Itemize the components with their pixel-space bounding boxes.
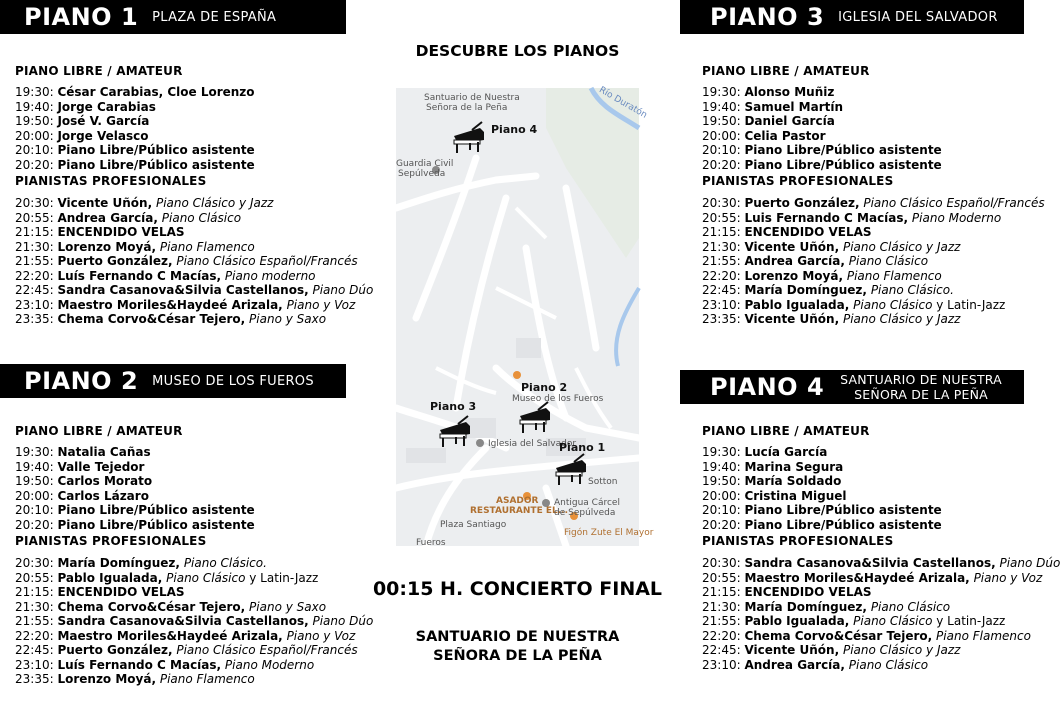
- map: [396, 85, 654, 548]
- music-style: Piano Flamenco: [846, 268, 942, 283]
- performer-name: María Soldado: [744, 474, 842, 488]
- piano-2-header: [0, 364, 346, 398]
- amateur-section-title: PIANO LIBRE / AMATEUR: [15, 424, 183, 438]
- slot-time: 23:10:: [702, 657, 741, 672]
- final-venue-line2: SEÑORA DE LA PEÑA: [433, 648, 602, 664]
- performer-name: César Carabias, Cloe Lorenzo: [57, 85, 255, 99]
- map-label-guardia-2: Sepúlveda: [398, 169, 446, 179]
- pro-section-title: PIANISTAS PROFESIONALES: [702, 174, 894, 188]
- schedule-row: [15, 445, 345, 460]
- performer-name: Sandra Casanova&Silvia Castellanos,: [744, 556, 996, 570]
- performer-name: ENCENDIDO VELAS: [744, 225, 872, 239]
- schedule-row: [702, 474, 1022, 489]
- slot-time: 20:00:: [15, 128, 54, 143]
- piano-venue-line1: SANTUARIO DE NUESTRA: [840, 372, 1002, 387]
- slot-time: 19:40:: [702, 99, 741, 114]
- slot-time: 23:10:: [702, 297, 741, 312]
- music-style: Piano Clásico: [848, 254, 929, 268]
- piano-4-icon: [452, 122, 486, 154]
- performer-name: ENCENDIDO VELAS: [57, 585, 185, 599]
- final-venue-line1: SANTUARIO DE NUESTRA: [415, 629, 620, 645]
- pro-section-title: PIANISTAS PROFESIONALES: [15, 174, 207, 188]
- performer-name: Luís Fernando C Macías,: [57, 268, 222, 283]
- slot-time: 21:30:: [702, 599, 741, 614]
- music-style: Piano y Voz: [286, 628, 356, 643]
- slot-time: 22:20:: [702, 628, 741, 643]
- music-style: Piano Clásico: [161, 210, 242, 225]
- music-style-tail: y Latin-Jazz: [936, 614, 1006, 628]
- performer-name: Lucía García: [744, 445, 828, 459]
- performer-name: Lorenzo Moyá,: [57, 239, 157, 254]
- performer-name: Cristina Miguel: [744, 488, 847, 503]
- performer-name: Valle Tejedor: [57, 459, 145, 474]
- pro-section-title: PIANISTAS PROFESIONALES: [702, 534, 894, 548]
- slot-time: 19:40:: [15, 99, 54, 114]
- performer-name: Celia Pastor: [744, 128, 826, 143]
- music-style: Piano Clásico Español/Francés: [863, 196, 1045, 210]
- schedule-row: [15, 643, 358, 658]
- piano-3-map-label: Piano 3: [430, 400, 477, 413]
- piano-number: PIANO 3: [710, 3, 825, 31]
- map-label-river: Río Duratón: [597, 85, 649, 121]
- schedule-row: [15, 143, 345, 158]
- piano-1-header: [0, 0, 346, 34]
- performer-name: Vicente Uñón,: [744, 643, 840, 657]
- piano-4-header: [680, 370, 1024, 404]
- schedule-row: [702, 658, 1022, 673]
- slot-time: 21:15:: [702, 585, 741, 599]
- schedule-row: [702, 211, 1022, 226]
- slot-time: 20:10:: [15, 143, 54, 157]
- music-style: Piano y Saxo: [249, 312, 327, 326]
- schedule-row: [702, 298, 1022, 313]
- slot-time: 22:20:: [15, 268, 54, 283]
- piano-1-schedule: [15, 64, 374, 327]
- slot-time: 22:20:: [15, 628, 54, 643]
- piano-3-schedule: [702, 64, 1045, 327]
- slot-time: 20:20:: [702, 517, 741, 532]
- slot-time: 20:30:: [15, 556, 54, 570]
- music-style: Piano Clásico y Jazz: [842, 239, 961, 254]
- piano-venue-line2: SEÑORA DE LA PEÑA: [854, 387, 988, 402]
- schedule-row: [702, 85, 1022, 100]
- piano-3-header: [680, 0, 1024, 34]
- performer-name: María Domínguez,: [744, 599, 867, 614]
- slot-time: 19:50:: [15, 474, 54, 488]
- performer-name: Sandra Casanova&Silvia Castellanos,: [57, 283, 309, 297]
- slot-time: 21:15:: [15, 225, 54, 239]
- schedule-row: [702, 643, 1022, 658]
- schedule-row: [702, 129, 1022, 144]
- slot-time: 19:30:: [15, 445, 54, 459]
- map-label-carcel: Antigua Cárcel: [554, 498, 620, 508]
- slot-time: 22:45:: [702, 643, 741, 657]
- slot-time: 21:55:: [15, 614, 54, 628]
- map-label-museo: Museo de los Fueros: [512, 394, 604, 404]
- slot-time: 21:15:: [15, 585, 54, 599]
- slot-time: 21:55:: [15, 254, 54, 268]
- slot-time: 22:45:: [15, 643, 54, 657]
- map-label-asador: ASADOR: [496, 496, 539, 506]
- performer-name: Marina Segura: [744, 459, 844, 474]
- schedule-row: [702, 614, 1022, 629]
- slot-time: 20:00:: [702, 128, 741, 143]
- performer-name: Vicente Uñón,: [744, 312, 840, 326]
- music-style: Piano Clásico.: [183, 556, 267, 570]
- slot-time: 20:20:: [15, 517, 54, 532]
- performer-name: Chema Corvo&César Tejero,: [57, 599, 246, 614]
- music-style: Piano Clásico y Jazz: [842, 312, 961, 326]
- schedule-row: [15, 312, 345, 327]
- map-label-santuario: Santuario de Nuestra: [424, 93, 520, 103]
- schedule-row: [702, 143, 1022, 158]
- performer-name: Piano Libre/Público asistente: [57, 157, 255, 172]
- slot-time: 19:50:: [702, 474, 741, 488]
- piano-venue: IGLESIA DEL SALVADOR: [838, 9, 998, 25]
- piano-2-schedule: [15, 424, 374, 687]
- schedule-row: [702, 283, 1022, 298]
- performer-name: ENCENDIDO VELAS: [57, 225, 185, 239]
- schedule-row: [702, 100, 1022, 115]
- performer-name: Puerto González,: [744, 196, 860, 210]
- music-style-tail: y Latin-Jazz: [936, 297, 1006, 312]
- schedule-row: [702, 240, 1022, 255]
- schedule-row: [702, 489, 1022, 504]
- schedule-row: [15, 585, 345, 600]
- slot-time: 21:30:: [15, 599, 54, 614]
- slot-time: 20:10:: [15, 503, 54, 517]
- slot-time: 20:30:: [702, 196, 741, 210]
- performer-name: María Domínguez,: [744, 283, 867, 297]
- schedule-row: [702, 196, 1045, 211]
- performer-name: ENCENDIDO VELAS: [744, 585, 872, 599]
- performer-name: Vicente Uñón,: [744, 239, 840, 254]
- slot-time: 19:30:: [702, 85, 741, 99]
- schedule-row: [15, 628, 356, 644]
- piano-number: PIANO 2: [24, 367, 139, 395]
- schedule-row: [15, 283, 374, 298]
- performer-name: Vicente Uñón,: [57, 196, 153, 210]
- schedule-row: [15, 556, 345, 571]
- music-style: Piano Clásico: [848, 657, 929, 672]
- performer-name: Piano Libre/Público asistente: [57, 517, 255, 532]
- piano-4-map-label: Piano 4: [491, 123, 538, 136]
- music-style: Piano Dúo: [312, 283, 374, 297]
- slot-time: 23:35:: [15, 312, 54, 326]
- amateur-section-title: PIANO LIBRE / AMATEUR: [702, 64, 870, 78]
- schedule-row: [15, 240, 345, 255]
- schedule-row: [702, 518, 1022, 533]
- slot-time: 20:55:: [702, 570, 741, 585]
- slot-time: 19:40:: [702, 459, 741, 474]
- performer-name: Piano Libre/Público asistente: [744, 143, 942, 157]
- final-concert: 00:15 H. CONCIERTO FINAL: [372, 578, 663, 600]
- performer-name: Chema Corvo&César Tejero,: [744, 628, 933, 643]
- map-label-asador-2: RESTAURANTE EL...: [470, 506, 568, 516]
- music-style: Piano moderno: [224, 268, 316, 283]
- performer-name: Piano Libre/Público asistente: [57, 143, 255, 157]
- piano-1-icon: [554, 454, 588, 486]
- performer-name: Piano Libre/Público asistente: [57, 503, 255, 517]
- map-label-figon: Figón Zute El Mayor: [564, 528, 654, 538]
- schedule-row: [15, 460, 345, 475]
- performer-name: Maestro Moriles&Haydeé Arizala,: [744, 570, 970, 585]
- schedule-row: [702, 254, 1022, 269]
- schedule-row: [15, 600, 345, 615]
- schedule-row: [15, 614, 374, 629]
- schedule-row: [15, 518, 345, 533]
- music-style: Piano Clásico y Jazz: [842, 643, 961, 657]
- final-venue: [396, 628, 639, 666]
- slot-time: 20:30:: [702, 556, 741, 570]
- schedule-row: [15, 269, 345, 284]
- map-label-santuario-2: Señora de la Peña: [426, 103, 508, 113]
- music-style-tail: y Latin-Jazz: [249, 570, 319, 585]
- schedule-row: [702, 114, 1022, 129]
- slot-time: 19:30:: [15, 85, 54, 99]
- slot-time: 20:55:: [702, 210, 741, 225]
- amateur-section-title: PIANO LIBRE / AMATEUR: [15, 64, 183, 78]
- slot-time: 23:35:: [15, 672, 54, 686]
- performer-name: Lorenzo Moyá,: [57, 672, 157, 686]
- performer-name: Piano Libre/Público asistente: [744, 517, 942, 532]
- schedule-row: [15, 196, 345, 211]
- piano-4-schedule: [702, 424, 1060, 672]
- schedule-row: [702, 600, 1022, 615]
- performer-name: Alonso Muñiz: [744, 85, 835, 99]
- schedule-row: [15, 672, 345, 687]
- music-style: Piano Clásico y Jazz: [155, 196, 274, 210]
- slot-time: 20:00:: [702, 488, 741, 503]
- performer-name: Luis Fernando C Macías,: [744, 210, 909, 225]
- iglesia-marker: [476, 439, 484, 447]
- performer-name: Carlos Lázaro: [57, 488, 149, 503]
- performer-name: Pablo Igualada,: [744, 614, 850, 628]
- slot-time: 19:50:: [702, 114, 741, 128]
- performer-name: Daniel García: [744, 114, 835, 128]
- schedule-row: [15, 129, 345, 144]
- piano-venue: MUSEO DE LOS FUEROS: [152, 373, 314, 389]
- schedule-row: [702, 269, 1022, 284]
- museo-marker: [513, 371, 521, 379]
- performer-name: Carlos Morato: [57, 474, 153, 488]
- performer-name: Andrea García,: [744, 254, 845, 268]
- map-label-carcel-2: de Sepúlveda: [554, 508, 616, 518]
- music-style: Piano y Voz: [286, 297, 356, 312]
- schedule-row: [702, 158, 1022, 173]
- music-style: Piano Clásico: [853, 297, 933, 312]
- music-style: Piano Dúo: [999, 556, 1060, 570]
- slot-time: 19:50:: [15, 114, 54, 128]
- slot-time: 21:15:: [702, 225, 741, 239]
- music-style: Piano Clásico: [166, 570, 246, 585]
- schedule-row: [15, 489, 345, 504]
- schedule-row: [15, 85, 345, 100]
- performer-name: Jorge Carabias: [57, 99, 156, 114]
- music-style: Piano y Voz: [973, 570, 1043, 585]
- performer-name: Samuel Martín: [744, 99, 844, 114]
- slot-time: 21:30:: [702, 239, 741, 254]
- schedule-row: [702, 445, 1022, 460]
- performer-name: Pablo Igualada,: [744, 297, 850, 312]
- amateur-section-title: PIANO LIBRE / AMATEUR: [702, 424, 870, 438]
- schedule-row: [702, 570, 1043, 586]
- schedule-row: [15, 297, 356, 313]
- slot-time: 20:55:: [15, 210, 54, 225]
- slot-time: 20:30:: [15, 196, 54, 210]
- slot-time: 21:30:: [15, 239, 54, 254]
- pro-section-title: PIANISTAS PROFESIONALES: [15, 534, 207, 548]
- performer-name: Chema Corvo&César Tejero,: [57, 312, 246, 326]
- slot-time: 23:10:: [15, 657, 54, 672]
- performer-name: Pablo Igualada,: [57, 570, 163, 585]
- discover-title: DESCUBRE LOS PIANOS: [415, 42, 620, 60]
- schedule-row: [15, 503, 345, 518]
- map-label-guardia: Guardia Civil: [396, 159, 454, 169]
- map-label-plaza: Plaza Santiago: [440, 520, 507, 530]
- performer-name: Piano Libre/Público asistente: [744, 157, 942, 172]
- map-label-fueros: Fueros: [416, 538, 446, 548]
- music-style: Piano Flamenco: [936, 628, 1031, 643]
- schedule-row: [15, 158, 345, 173]
- schedule-row: [15, 225, 345, 240]
- music-style: Piano Flamenco: [159, 672, 255, 686]
- schedule-row: [702, 225, 1022, 240]
- performer-name: Puerto González,: [57, 254, 173, 268]
- piano-number: PIANO 4: [710, 373, 825, 401]
- performer-name: Maestro Moriles&Haydeé Arizala,: [57, 628, 283, 643]
- slot-time: 20:20:: [15, 157, 54, 172]
- performer-name: Andrea García,: [57, 210, 158, 225]
- schedule-row: [15, 658, 345, 673]
- slot-time: 22:20:: [702, 268, 741, 283]
- schedule-row: [15, 114, 345, 129]
- performer-name: Maestro Moriles&Haydeé Arizala,: [57, 297, 283, 312]
- music-style: Piano Dúo: [312, 614, 374, 628]
- schedule-row: [15, 474, 345, 489]
- slot-time: 23:10:: [15, 297, 54, 312]
- slot-time: 20:55:: [15, 570, 54, 585]
- schedule-row: [702, 556, 1060, 571]
- music-style: Piano Clásico Español/Francés: [176, 643, 358, 657]
- schedule-row: [702, 628, 1031, 644]
- performer-name: Jorge Velasco: [57, 128, 149, 143]
- performer-name: Piano Libre/Público asistente: [744, 503, 942, 517]
- music-style: Piano Moderno: [224, 657, 315, 672]
- piano-venue: [840, 372, 1002, 402]
- piano-number: PIANO 1: [24, 3, 139, 31]
- piano-3-icon: [438, 416, 472, 448]
- schedule-row: [702, 312, 1022, 327]
- performer-name: Lorenzo Moyá,: [744, 268, 844, 283]
- performer-name: Luís Fernando C Macías,: [57, 657, 222, 672]
- performer-name: Sandra Casanova&Silvia Castellanos,: [57, 614, 309, 628]
- schedule-row: [15, 571, 345, 586]
- music-style: Piano Moderno: [911, 210, 1002, 225]
- music-style: Piano Clásico: [853, 614, 933, 628]
- performer-name: José V. García: [57, 114, 150, 128]
- music-style: Piano Clásico.: [870, 283, 954, 297]
- map-label-sotton: Sotton: [588, 477, 618, 487]
- piano-2-icon: [518, 402, 552, 434]
- performer-name: Natalia Cañas: [57, 445, 151, 459]
- music-style: Piano Clásico: [870, 599, 951, 614]
- slot-time: 22:45:: [15, 283, 54, 297]
- slot-time: 20:00:: [15, 488, 54, 503]
- slot-time: 20:20:: [702, 157, 741, 172]
- slot-time: 21:55:: [702, 614, 741, 628]
- schedule-row: [702, 585, 1022, 600]
- slot-time: 22:45:: [702, 283, 741, 297]
- piano-2-map-label: Piano 2: [521, 381, 568, 394]
- performer-name: Andrea García,: [744, 657, 845, 672]
- piano-1-map-label: Piano 1: [559, 441, 606, 454]
- slot-time: 21:55:: [702, 254, 741, 268]
- slot-time: 20:10:: [702, 143, 741, 157]
- schedule-row: [702, 460, 1022, 475]
- slot-time: 23:35:: [702, 312, 741, 326]
- slot-time: 19:40:: [15, 459, 54, 474]
- map-label-iglesia: Iglesia del Salvador: [488, 439, 577, 449]
- performer-name: María Domínguez,: [57, 556, 180, 570]
- piano-venue: PLAZA DE ESPAÑA: [152, 9, 277, 25]
- performer-name: Puerto González,: [57, 643, 173, 657]
- schedule-row: [15, 211, 345, 226]
- slot-time: 20:10:: [702, 503, 741, 517]
- slot-time: 19:30:: [702, 445, 741, 459]
- music-style: Piano Flamenco: [159, 239, 255, 254]
- schedule-row: [15, 254, 358, 269]
- schedule-row: [15, 100, 345, 115]
- music-style: Piano Clásico Español/Francés: [176, 254, 358, 268]
- schedule-row: [702, 503, 1022, 518]
- music-style: Piano y Saxo: [249, 599, 327, 614]
